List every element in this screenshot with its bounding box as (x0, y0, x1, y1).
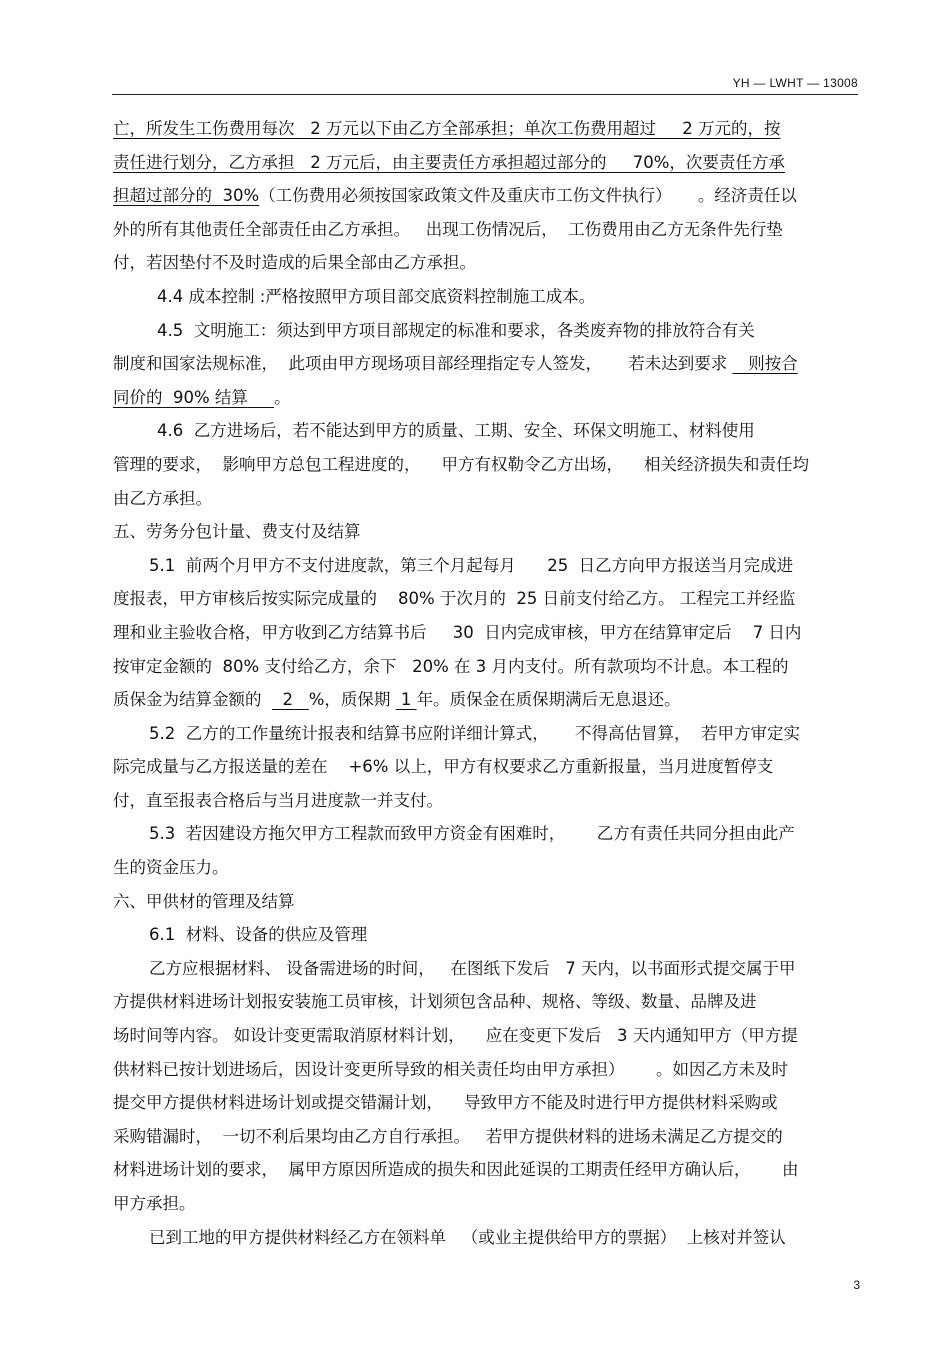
text-segment: 5.1 前两个月甲方不支付进度款，第三个月起每月 25 日乙方向甲方报送当月完成进 (149, 555, 794, 575)
text-line (113, 1019, 853, 1053)
text-line (113, 582, 853, 616)
text-segment: 年。质保金在质保期满后无息退还。 (416, 690, 681, 710)
text-line (113, 414, 853, 448)
text-segment: 供材料已按计划进场后，因设计变更所导致的相关责任均由甲方承担） 。如因乙方未及时 (113, 1059, 788, 1079)
text-segment: 5.2 乙方的工作量统计报表和结算书应附详细计算式， 不得高估冒算， 若甲方审定实 (149, 723, 800, 743)
text-line (113, 280, 853, 314)
text-segment: 付，直至报表合格后与当月进度款一并支付。 (113, 790, 443, 810)
text-segment: 4.4 成本控制 :严格按照甲方项目部交底资料控制施工成本。 (157, 286, 596, 306)
text-line (113, 717, 853, 751)
text-segment: 5.3 若因建设方拖欠甲方工程款而致甲方资金有困难时， 乙方有责任共同分担由此产 (149, 824, 795, 844)
text-line (113, 616, 853, 650)
text-line (113, 347, 853, 381)
text-line (113, 750, 853, 784)
text-segment: 制度和国家法规标准， 此项由甲方现场项目部经理指定专人签发， 若未达到要求 (113, 354, 733, 374)
text-line (113, 482, 853, 516)
text-segment: %，质保期 (308, 690, 396, 710)
underlined-text: 则按合 (732, 354, 798, 374)
text-line (113, 112, 853, 146)
underlined-text: 责任进行划分，乙方承担 2 万元后，由主要责任方承担超过部分的 70%，次要责任方承 (113, 152, 785, 172)
text-segment: 生的资金压力。 (113, 858, 229, 878)
text-line (113, 1187, 853, 1221)
document-code: YH — LWHT — 13008 (732, 76, 858, 90)
header-rule (112, 94, 858, 95)
text-segment: 方提供材料进场计划报安装施工员审核，计划须包含品种、规格、等级、数量、品牌及进 (113, 992, 757, 1012)
underlined-text: 担超过部分的 30% (113, 186, 260, 206)
text-segment: 由乙方承担。 (113, 488, 212, 508)
text-segment: 4.6 乙方进场后，若不能达到甲方的质量、工期、安全、环保文明施工、材料使用 (157, 421, 755, 441)
text-line (113, 817, 853, 851)
text-line (113, 1086, 853, 1120)
text-line (113, 650, 853, 684)
text-line (113, 448, 853, 482)
underlined-text: 亡，所发生工伤费用每次 2 万元以下由乙方全部承担；单次工伤费用超过 2 万元的，按 (113, 119, 781, 138)
text-line (113, 784, 853, 818)
text-line (113, 918, 853, 952)
text-line (113, 1153, 853, 1187)
text-segment: 外的所有其他责任全部责任由乙方承担。 出现工伤情况后， 工伤费用由乙方无条件先行垫 (113, 219, 783, 239)
text-segment: 甲方承担。 (113, 1194, 196, 1213)
text-segment: 度报表，甲方审核后按实际完成量的 80% 于次月的 25 日前支付给乙方。 工程完工并经监 (113, 589, 796, 609)
text-segment: （工伤费用必须按国家政策文件及重庆市工伤文件执行） 。经济责任以 (259, 186, 797, 206)
underlined-text: 1 (395, 690, 417, 710)
text-segment: 理和业主验收合格，甲方收到乙方结算书后 30 日内完成审核，甲方在结算审定后 7 日内 (113, 622, 802, 642)
text-segment: 按审定金额的 80% 支付给乙方，余下 20% 在 3 月内支付。所有款项均不计息。本工程的 (113, 656, 789, 676)
document-body (113, 112, 853, 1254)
text-segment: 乙方应根据材料、 设备需进场的时间， 在图纸下发后 7 天内，以书面形式提交属于甲 (149, 958, 796, 978)
text-segment: 4.5 文明施工：须达到甲方项目部规定的标准和要求，各类废弃物的排放符合有关 (157, 320, 755, 340)
text-segment: 6.1 材料、设备的供应及管理 (149, 925, 368, 945)
page-number: 3 (853, 1278, 860, 1292)
text-segment: 五、劳务分包计量、费支付及结算 (113, 522, 361, 542)
text-line (113, 1221, 853, 1255)
text-line (113, 246, 853, 280)
text-line (113, 314, 853, 348)
underlined-text: 2 (272, 690, 309, 710)
text-segment: 六、甲供材的管理及结算 (113, 891, 295, 911)
text-line (113, 549, 853, 583)
text-segment: 付，若因垫付不及时造成的后果全部由乙方承担。 (113, 253, 476, 273)
text-line (113, 179, 853, 213)
text-segment: 提交甲方提供材料进场计划或提交错漏计划， 导致甲方不能及时进行甲方提供材料采购或 (113, 1093, 778, 1113)
text-line (113, 851, 853, 885)
text-line (113, 146, 853, 180)
text-line (113, 515, 853, 549)
text-segment: 际完成量与乙方报送量的差在 +6% 以上，甲方有权要求乙方重新报量，当月进度暂停支 (113, 757, 774, 777)
text-line (113, 213, 853, 247)
text-line (113, 683, 853, 717)
text-segment: 采购错漏时， 一切不利后果均由乙方自行承担。 若甲方提供材料的进场未满足乙方提交的 (113, 1126, 783, 1146)
text-segment: 质保金为结算金额的 (113, 690, 272, 710)
text-line (113, 952, 853, 986)
text-line (113, 381, 853, 415)
text-line (113, 985, 853, 1019)
text-segment: 已到工地的甲方提供材料经乙方在领料单 （或业主提供给甲方的票据） 上核对并签认 (149, 1227, 786, 1247)
text-segment: 材料进场计划的要求， 属甲方原因所造成的损失和因此延误的工期责任经甲方确认后， 由 (113, 1160, 799, 1180)
text-line (113, 1120, 853, 1154)
text-line (113, 1053, 853, 1087)
text-segment: 场时间等内容。 如设计变更需取消原材料计划， 应在变更下发后 3 天内通知甲方（甲方提 (113, 1026, 798, 1046)
text-line (113, 885, 853, 919)
text-segment: 。 (274, 387, 291, 407)
underlined-text: 同价的 90% 结算 (113, 387, 275, 407)
text-segment: 管理的要求， 影响甲方总包工程进度的， 甲方有权勒令乙方出场， 相关经济损失和责任均 (113, 454, 809, 474)
